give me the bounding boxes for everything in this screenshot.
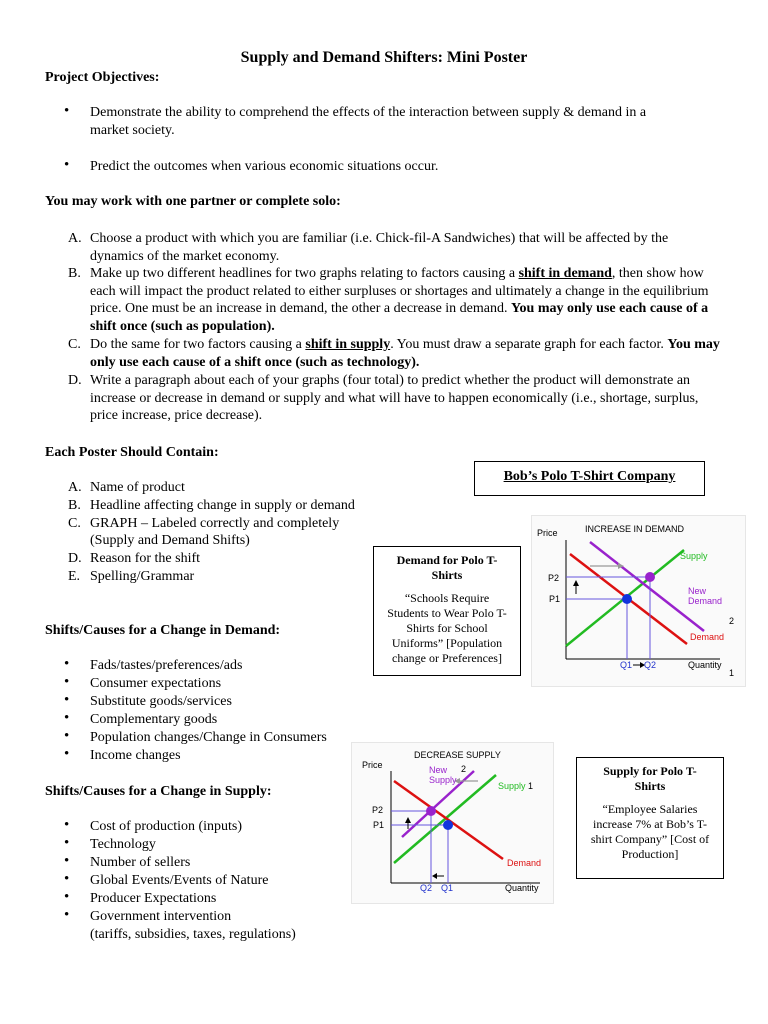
number-2: 2 bbox=[729, 616, 735, 626]
supply-label: Supply bbox=[680, 551, 708, 561]
supply-box-body: “Employee Salaries increase 7% at Bob’s T- shirt Company” [Cost of Production] bbox=[590, 802, 710, 861]
increase-demand-graph bbox=[531, 515, 746, 687]
demand-label: Demand bbox=[507, 858, 542, 868]
graph-title: INCREASE IN DEMAND bbox=[585, 524, 685, 534]
demand-box-body: “Schools Require Students to Wear Polo T- Shirts for School Uniforms” [Population change or Preferences] bbox=[387, 591, 507, 665]
list-item: B. Headline affecting change in supply or demand bbox=[68, 497, 355, 513]
x-axis-label: Quantity bbox=[505, 883, 539, 893]
demand-box-heading: Demand for Polo T- Shirts bbox=[396, 553, 498, 582]
list-item: B. Make up two different headlines for two graphs relating to factors causing a shift in demand, then show how each will impact the product related to either surpluses or shortages and ultimately a change in the equilibrium price. One must be an increase in demand, the other a decrease in demand. You may only use each cause of a shift once (such as population). bbox=[68, 266, 709, 334]
q2-label: Q2 bbox=[420, 883, 433, 893]
p2-label: P2 bbox=[372, 805, 384, 815]
work-heading: You may work with one partner or complete solo: bbox=[45, 194, 341, 209]
list-item: E. Spelling/Grammar bbox=[68, 568, 195, 584]
company-box bbox=[474, 461, 705, 496]
new-label: New bbox=[688, 586, 707, 596]
list-item: D. Write a paragraph about each of your graphs (four total) to predict whether the product will demonstrate an increase or decrease in demand or supply and what will have to happen economically (i.e., shortage, surplus, price increase, price decrease). bbox=[68, 373, 699, 424]
new-demand-label: Demand bbox=[688, 596, 723, 606]
decrease-supply-chart bbox=[352, 743, 553, 903]
poster-list bbox=[68, 479, 388, 586]
x-axis-label: Quantity bbox=[688, 660, 722, 670]
new-supply-label: Supply bbox=[429, 775, 457, 785]
supply-box-heading: Supply for Polo T- Shirts bbox=[603, 764, 697, 793]
graph-title: DECREASE SUPPLY bbox=[414, 750, 501, 760]
demand-label: Demand bbox=[690, 632, 725, 642]
quantity-arrow-head bbox=[432, 873, 437, 879]
p2-label: P2 bbox=[548, 573, 560, 583]
new-label: New bbox=[429, 765, 448, 775]
list-item-continuation: (tariffs, subsidies, taxes, regulations) bbox=[90, 927, 296, 942]
price-arrow-head bbox=[405, 817, 411, 823]
demand-shifts-heading: Shifts/Causes for a Change in Demand: bbox=[45, 623, 281, 638]
y-axis-label: Price bbox=[362, 760, 383, 770]
list-item: C. Do the same for two factors causing a shift in supply. You must draw a separate graph for each factor. You may only use each cause of a shift once (such as technology). bbox=[68, 337, 720, 370]
page-title: Supply and Demand Shifters: Mini Poster bbox=[240, 49, 528, 66]
list-item: D. Reason for the shift bbox=[68, 551, 201, 567]
new-equilibrium-point bbox=[426, 806, 436, 816]
p1-label: P1 bbox=[549, 594, 561, 604]
original-equilibrium-point bbox=[443, 820, 453, 830]
q2-label: Q2 bbox=[644, 660, 657, 670]
list-item: A. Name of product bbox=[68, 480, 185, 495]
list-item: A. Choose a product with which you are familiar (i.e. Chick-fil-A Sandwiches) that will be affected by the dynamics of the market economy. bbox=[68, 231, 669, 264]
original-equilibrium-point bbox=[622, 594, 632, 604]
list-item: C. GRAPH – Labeled correctly and completely bbox=[68, 515, 340, 531]
demand-caption-box bbox=[373, 546, 521, 676]
number-1: 1 bbox=[729, 668, 735, 678]
decrease-supply-graph bbox=[351, 742, 554, 904]
q1-label: Q1 bbox=[620, 660, 633, 670]
supply-label: Supply bbox=[498, 781, 526, 791]
q1-label: Q1 bbox=[441, 883, 454, 893]
company-name: Bob’s Polo T-Shirt Company bbox=[503, 469, 676, 484]
supply-shifts-heading: Shifts/Causes for a Change in Supply: bbox=[45, 784, 272, 799]
number-2: 2 bbox=[461, 764, 467, 774]
y-axis-label: Price bbox=[537, 528, 558, 538]
new-equilibrium-point bbox=[645, 572, 655, 582]
increase-demand-chart bbox=[532, 516, 745, 686]
poster-heading: Each Poster Should Contain: bbox=[45, 445, 219, 460]
list-item-continuation: market society. bbox=[90, 123, 175, 138]
p1-label: P1 bbox=[373, 820, 385, 830]
number-1: 1 bbox=[528, 781, 534, 791]
price-arrow-head bbox=[573, 580, 579, 586]
list-item: (Supply and Demand Shifts) bbox=[90, 533, 250, 549]
supply-caption-box bbox=[576, 757, 724, 879]
objectives-heading: Project Objectives: bbox=[45, 70, 160, 85]
